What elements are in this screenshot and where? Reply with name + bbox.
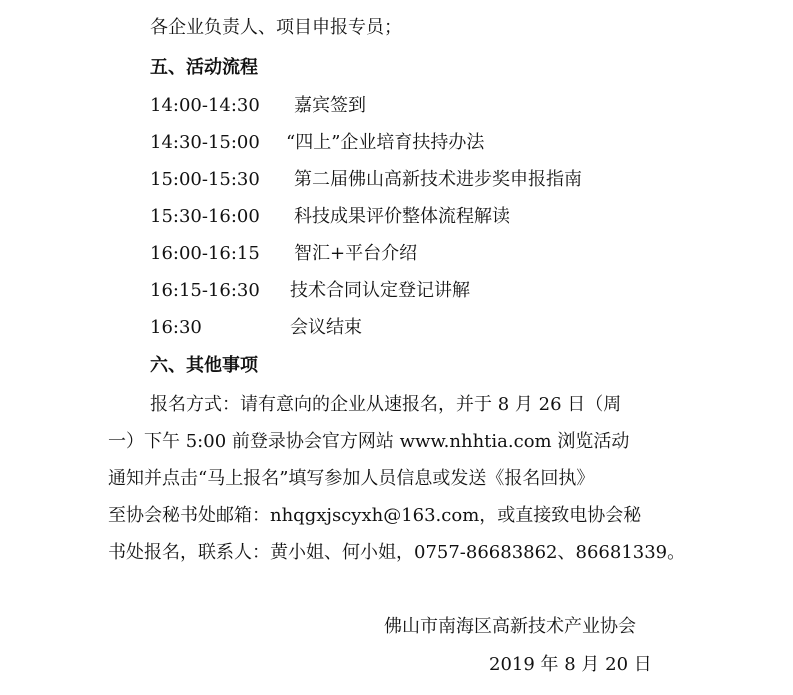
schedule-time: 14:30-15:00	[150, 132, 260, 153]
signature-date: 2019 年 8 月 20 日	[489, 654, 652, 675]
schedule-time: 15:30-16:00	[150, 206, 260, 227]
schedule-item: 嘉宾签到	[294, 95, 366, 116]
schedule-item: 智汇+平台介绍	[294, 243, 418, 264]
paragraph-line: 一）下午 5:00 前登录协会官方网站 www.nhhtia.com 浏览活动	[108, 431, 630, 452]
schedule-item: “四上”企业培育扶持办法	[286, 132, 485, 153]
schedule-time: 16:00-16:15	[150, 243, 260, 264]
schedule-time: 16:30	[150, 317, 202, 338]
schedule-item: 技术合同认定登记讲解	[290, 280, 470, 301]
schedule-item: 科技成果评价整体流程解读	[294, 206, 510, 227]
schedule-item: 会议结束	[290, 317, 362, 338]
section-five-heading: 五、活动流程	[150, 57, 258, 78]
attendees-line: 各企业负责人、项目申报专员；	[150, 17, 402, 38]
paragraph-line: 至协会秘书处邮箱：nhqgxjscyxh@163.com，或直接致电协会秘	[108, 505, 642, 526]
schedule-time: 14:00-14:30	[150, 95, 260, 116]
paragraph-line: 通知并点击“马上报名”填写参加人员信息或发送《报名回执》	[108, 468, 595, 489]
schedule-time: 15:00-15:30	[150, 169, 260, 190]
paragraph-line: 报名方式：请有意向的企业从速报名，并于 8 月 26 日（周	[150, 394, 622, 415]
signature-organization: 佛山市南海区高新技术产业协会	[384, 616, 636, 637]
section-six-heading: 六、其他事项	[150, 355, 258, 376]
schedule-item: 第二届佛山高新技术进步奖申报指南	[294, 169, 582, 190]
schedule-time: 16:15-16:30	[150, 280, 260, 301]
paragraph-line: 书处报名，联系人：黄小姐、何小姐，0757-86683862、86681339。	[108, 542, 686, 563]
